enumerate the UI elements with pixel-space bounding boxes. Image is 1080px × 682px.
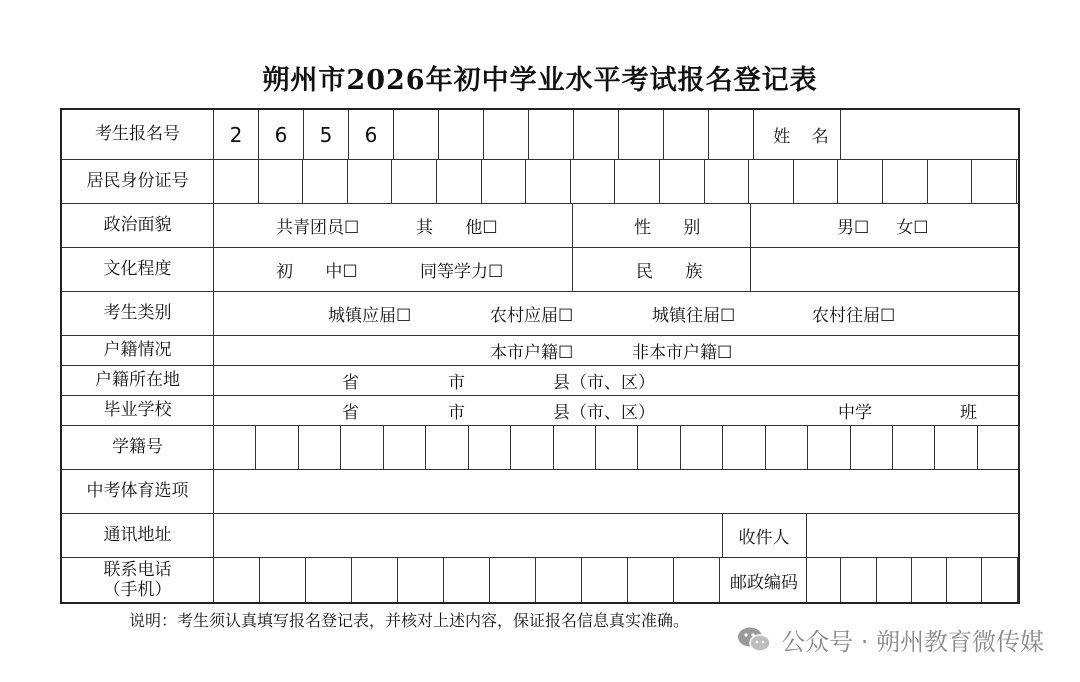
- phone-label-line2: （手机）: [103, 580, 172, 600]
- row-reg-no: [62, 110, 1018, 160]
- postcode-digit-cell[interactable]: [982, 558, 1017, 602]
- category-rural-past[interactable]: 农村往届☐: [812, 306, 896, 326]
- student-no-digit-cell[interactable]: [554, 426, 596, 469]
- id-no-digit-cell[interactable]: [392, 160, 437, 203]
- student-no-digit-cell[interactable]: [978, 426, 1020, 469]
- row-address: [62, 514, 1018, 558]
- student-no-digit-cell[interactable]: [893, 426, 935, 469]
- id-no-digit-cell[interactable]: [259, 160, 304, 203]
- gender-options[interactable]: 男☐ 女☐: [837, 218, 929, 238]
- student-no-digit-cell[interactable]: [851, 426, 893, 469]
- watermark: [737, 622, 1044, 657]
- id-no-digit-cell[interactable]: [214, 160, 259, 203]
- postcode-digit-cell[interactable]: [912, 558, 947, 602]
- row-id-no: [62, 160, 1018, 204]
- phone-digit-cell[interactable]: [628, 558, 674, 602]
- id-no-digit-cell[interactable]: [794, 160, 839, 203]
- id-no-cells: [214, 160, 1017, 203]
- id-no-digit-cell[interactable]: [615, 160, 660, 203]
- reg-no-digit-cell[interactable]: [439, 110, 484, 159]
- school-province: 省: [342, 403, 359, 423]
- hukou-city: 市: [448, 373, 465, 393]
- row-hukou: [62, 336, 1018, 366]
- phone-digit-cell[interactable]: [536, 558, 582, 602]
- reg-no-digit-cell[interactable]: [709, 110, 754, 159]
- id-no-digit-cell[interactable]: [838, 160, 883, 203]
- student-no-digit-cell[interactable]: [214, 426, 256, 469]
- political-option-league[interactable]: 共青团员☐: [276, 218, 360, 238]
- id-no-digit-cell[interactable]: [972, 160, 1017, 203]
- reg-no-digit-cell[interactable]: [664, 110, 709, 159]
- hukou-county: 县（市、区）: [553, 373, 655, 393]
- category-label: 考生类别: [62, 292, 214, 335]
- school-class: 班: [960, 403, 977, 423]
- student-no-digit-cell[interactable]: [681, 426, 723, 469]
- phone-digit-cell[interactable]: [490, 558, 536, 602]
- postcode-digit-cell[interactable]: [841, 558, 876, 602]
- row-political: [62, 204, 1018, 248]
- student-no-digit-cell[interactable]: [596, 426, 638, 469]
- id-no-digit-cell[interactable]: [928, 160, 973, 203]
- education-option-junior[interactable]: 初 中☐: [276, 262, 358, 282]
- student-no-cells: [214, 426, 1020, 469]
- row-category: [62, 292, 1018, 336]
- reg-no-label: 考生报名号: [62, 110, 214, 159]
- ethnic-label: 民 族: [636, 262, 703, 282]
- id-no-digit-cell[interactable]: [303, 160, 348, 203]
- political-label: 政治面貌: [62, 204, 214, 247]
- row-pe: [62, 470, 1018, 514]
- phone-cells: [214, 558, 720, 602]
- student-no-digit-cell[interactable]: [511, 426, 553, 469]
- registration-form: [60, 108, 1020, 604]
- reg-no-digit-cell[interactable]: [529, 110, 574, 159]
- address-label: 通讯地址: [62, 514, 214, 557]
- student-no-digit-cell[interactable]: [935, 426, 977, 469]
- row-student-no: [62, 426, 1018, 470]
- reg-no-digits: [214, 110, 754, 159]
- student-no-label: 学籍号: [62, 426, 214, 469]
- category-rural-fresh[interactable]: 农村应届☐: [490, 306, 574, 326]
- student-no-digit-cell[interactable]: [341, 426, 383, 469]
- education-label: 文化程度: [62, 248, 214, 291]
- phone-digit-cell[interactable]: [214, 558, 260, 602]
- form-title: 朔州市2026年初中学业水平考试报名登记表: [262, 65, 818, 96]
- wechat-icon: [737, 626, 771, 654]
- phone-digit-cell[interactable]: [398, 558, 444, 602]
- reg-no-digit-cell[interactable]: [394, 110, 439, 159]
- postcode-digit-cell[interactable]: [947, 558, 982, 602]
- name-label: 姓 名: [773, 127, 829, 147]
- id-no-digit-cell[interactable]: [571, 160, 616, 203]
- phone-digit-cell[interactable]: [444, 558, 490, 602]
- category-urban-fresh[interactable]: 城镇应届☐: [328, 306, 412, 326]
- row-education: [62, 248, 1018, 292]
- postcode-digit-cell[interactable]: [806, 558, 841, 602]
- watermark-text: 公众号 · 朔州教育微传媒: [781, 628, 1044, 656]
- phone-label-line1: 联系电话: [103, 559, 172, 580]
- row-school: [62, 396, 1018, 426]
- student-no-digit-cell[interactable]: [723, 426, 765, 469]
- reg-no-digit-cell[interactable]: 6: [259, 110, 304, 159]
- education-option-equivalent[interactable]: 同等学力☐: [420, 262, 504, 282]
- id-no-label: 居民身份证号: [62, 160, 214, 203]
- student-no-digit-cell[interactable]: [766, 426, 808, 469]
- student-no-digit-cell[interactable]: [384, 426, 426, 469]
- reg-no-digit-cell[interactable]: [484, 110, 529, 159]
- hukou-local[interactable]: 本市户籍☐: [490, 343, 574, 363]
- student-no-digit-cell[interactable]: [808, 426, 850, 469]
- reg-no-digit-cell[interactable]: 5: [304, 110, 349, 159]
- id-no-digit-cell[interactable]: [348, 160, 393, 203]
- postcode-digit-cell[interactable]: [877, 558, 912, 602]
- school-city: 市: [448, 403, 465, 423]
- id-no-digit-cell[interactable]: [437, 160, 482, 203]
- id-no-digit-cell[interactable]: [660, 160, 705, 203]
- hukou-location-label: 户籍所在地: [62, 366, 214, 395]
- reg-no-digit-cell[interactable]: [574, 110, 619, 159]
- phone-digit-cell[interactable]: [352, 558, 398, 602]
- political-option-other[interactable]: 其 他☐: [416, 218, 498, 238]
- school-middle: 中学: [838, 403, 872, 423]
- id-no-digit-cell[interactable]: [749, 160, 794, 203]
- phone-digit-cell[interactable]: [582, 558, 628, 602]
- student-no-digit-cell[interactable]: [256, 426, 298, 469]
- phone-label: [62, 558, 214, 602]
- id-no-digit-cell[interactable]: [883, 160, 928, 203]
- school-label: 毕业学校: [62, 396, 214, 425]
- id-no-digit-cell[interactable]: [705, 160, 750, 203]
- row-phone: [62, 558, 1018, 602]
- reg-no-digit-cell[interactable]: 6: [349, 110, 394, 159]
- school-county: 县（市、区）: [553, 403, 655, 423]
- form-note: 说明：考生须认真填写报名登记表，并核对上述内容，保证报名信息真实准确。: [129, 611, 690, 630]
- phone-digit-cell[interactable]: [306, 558, 352, 602]
- row-hukou-location: [62, 366, 1018, 396]
- gender-label: 性 别: [634, 218, 701, 238]
- student-no-digit-cell[interactable]: [469, 426, 511, 469]
- reg-no-digit-cell[interactable]: [619, 110, 664, 159]
- phone-digit-cell[interactable]: [674, 558, 720, 602]
- hukou-province: 省: [342, 373, 359, 393]
- phone-digit-cell[interactable]: [260, 558, 306, 602]
- id-no-digit-cell[interactable]: [526, 160, 571, 203]
- postcode-cells: [806, 558, 1018, 602]
- student-no-digit-cell[interactable]: [299, 426, 341, 469]
- student-no-digit-cell[interactable]: [638, 426, 680, 469]
- id-no-digit-cell[interactable]: [482, 160, 527, 203]
- reg-no-digit-cell[interactable]: 2: [214, 110, 259, 159]
- student-no-digit-cell[interactable]: [426, 426, 468, 469]
- category-urban-past[interactable]: 城镇往届☐: [652, 306, 736, 326]
- pe-label: 中考体育选项: [62, 470, 214, 513]
- hukou-label: 户籍情况: [62, 336, 214, 365]
- recipient-label: 收件人: [738, 528, 790, 548]
- hukou-nonlocal[interactable]: 非本市户籍☐: [632, 343, 733, 363]
- name-input[interactable]: [841, 110, 1017, 159]
- postcode-label: 邮政编码: [730, 572, 798, 593]
